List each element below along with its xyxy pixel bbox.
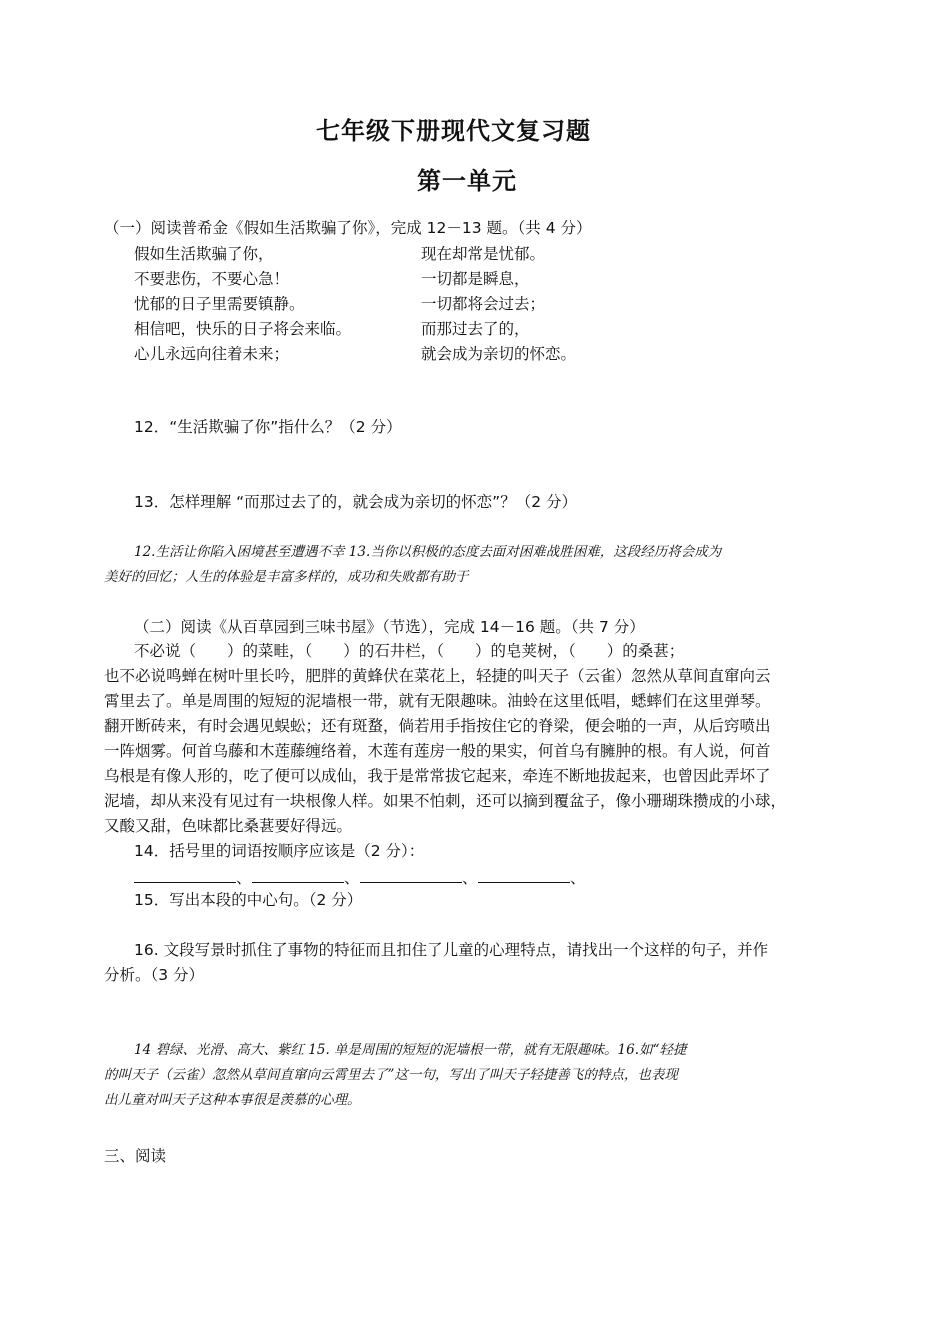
passage-line: 不必说（ ）的菜畦，（ ）的石井栏，（ ）的皂荚树，（ ）的桑葚； xyxy=(134,642,685,660)
answer-14-16-line: 14 碧绿、光滑、高大、紫红 15. 单是周围的短短的泥墙根一带，就有无限趣味。16.如“轻捷 xyxy=(134,1042,687,1058)
answer-12-13-line: 美好的回忆；人生的体验是丰富多样的，成功和失败都有助于 xyxy=(104,569,469,585)
passage-line: 泥墙，却从来没有见过有一块根像人样。如果不怕刺，还可以摘到覆盆子，像小珊瑚珠攒成的小球， xyxy=(104,792,787,810)
poem-left-line: 相信吧，快乐的日子将会来临。 xyxy=(134,320,352,338)
passage-line: 霄里去了。单是周围的短短的泥墙根一带，就有无限趣味。油蛉在这里低唱，蟋蟀们在这里弹琴。 xyxy=(104,692,771,710)
passage-line: 乌根是有像人形的，吃了便可以成仙，我于是常常拔它起来，牵连不断地拔起来，也曾因此弄坏了 xyxy=(104,767,771,785)
separator: 、 xyxy=(462,869,478,887)
answer-14-16-line: 的叫天子（云雀）忽然从草间直窜向云霄里去了”这一句，写出了叫天子轻捷善飞的特点，也表现 xyxy=(104,1067,678,1083)
section2-header: （二）阅读《从百草园到三味书屋》（节选），完成 14－16 题。（共 7 分） xyxy=(134,618,645,636)
passage-line: 也不必说鸣蝉在树叶里长吟，肥胖的黄蜂伏在菜花上，轻捷的叫天子（云雀）忽然从草间直窜向云 xyxy=(104,667,771,685)
passage-line: 翻开断砖来，有时会遇见蜈蚣；还有斑蝥，倘若用手指按住它的脊梁，便会啪的一声，从后窍喷出 xyxy=(104,717,771,735)
question-15: 15．写出本段的中心句。（2 分） xyxy=(134,891,363,909)
passage-line: 又酸又甜，色味都比桑葚要好得远。 xyxy=(104,817,353,835)
poem-right-line: 而那过去了的， xyxy=(421,320,530,338)
poem-right-line: 一切都是瞬息， xyxy=(421,270,530,288)
poem-left-line: 不要悲伤，不要心急！ xyxy=(134,270,290,288)
question-13: 13．怎样理解 “而那过去了的，就会成为亲切的怀恋”？（2 分） xyxy=(134,493,578,511)
separator: 、 xyxy=(236,869,252,887)
answer-blank[interactable] xyxy=(360,882,462,883)
poem-right-line: 就会成为亲切的怀恋。 xyxy=(421,345,577,363)
separator: 、 xyxy=(344,869,360,887)
answer-blank[interactable] xyxy=(478,882,570,883)
poem-left-line: 假如生活欺骗了你， xyxy=(134,245,274,263)
section3-header: 三、阅读 xyxy=(104,1147,167,1165)
separator: 、 xyxy=(570,869,586,887)
question-16: 分析。（3 分） xyxy=(104,966,205,984)
question-14: 14．括号里的词语按顺序应该是（2 分）： xyxy=(134,842,425,860)
poem-right-line: 现在却常是忧郁。 xyxy=(421,245,546,263)
document-title: 七年级下册现代文复习题 xyxy=(316,117,591,145)
question-16: 16. 文段写景时抓住了事物的特征而且扣住了儿童的心理特点，请找出一个这样的句子，并作 xyxy=(134,941,769,959)
answer-14-16-line: 出儿童对叫天子这种本事很是羡慕的心理。 xyxy=(104,1092,361,1108)
passage-line: 一阵烟雾。何首乌藤和木莲藤缠络着，木莲有莲房一般的果实，何首乌有臃肿的根。有人说，何首 xyxy=(104,742,771,760)
answer-blank[interactable] xyxy=(252,882,344,883)
answer-blank[interactable] xyxy=(134,882,236,883)
answer-12-13-line: 12.生活让你陷入困境甚至遭遇不幸 13.当你以积极的态度去面对困难战胜困难，这段经历将会成为 xyxy=(134,544,722,560)
poem-right-line: 一切都将会过去； xyxy=(421,295,546,313)
section1-header: （一）阅读普希金《假如生活欺骗了你》，完成 12－13 题。（共 4 分） xyxy=(104,219,592,237)
poem-left-line: 忧郁的日子里需要镇静。 xyxy=(134,295,305,313)
question-12: 12．“生活欺骗了你”指什么？（2 分） xyxy=(134,418,402,436)
poem-left-line: 心儿永远向往着未来； xyxy=(134,345,290,363)
unit-heading: 第一单元 xyxy=(417,167,517,195)
